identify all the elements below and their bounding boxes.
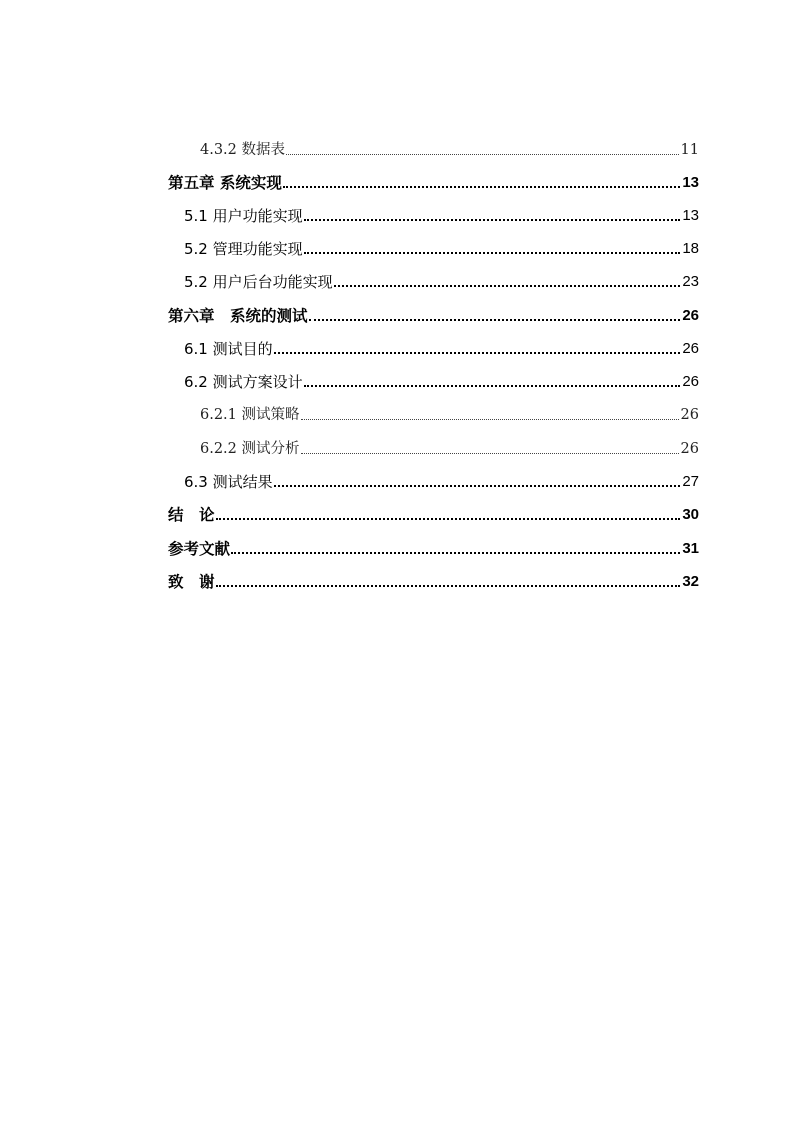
dot-leader bbox=[216, 585, 681, 587]
dot-leader bbox=[304, 219, 681, 221]
toc-entry-chapter-6[interactable] bbox=[168, 302, 699, 326]
toc-entry-page: 23 bbox=[682, 273, 699, 290]
dot-leader bbox=[301, 453, 679, 454]
toc-entry-6-2[interactable] bbox=[184, 368, 699, 392]
dot-leader bbox=[286, 154, 679, 155]
dot-leader bbox=[334, 285, 681, 287]
toc-entry-page: 26 bbox=[682, 307, 699, 324]
toc-entry-page: 26 bbox=[680, 441, 699, 457]
toc-entry-references[interactable] bbox=[168, 535, 699, 559]
toc-entry-title: 参考文献 bbox=[168, 540, 231, 558]
toc-entry-6-2-1[interactable] bbox=[200, 401, 699, 425]
toc-entry-page: 27 bbox=[682, 473, 699, 490]
toc-entry-page: 30 bbox=[682, 506, 699, 523]
toc-entry-title: 6.3 测试结果 bbox=[184, 473, 273, 491]
dot-leader bbox=[304, 252, 681, 254]
toc-entry-page: 26 bbox=[680, 407, 699, 423]
dot-leader bbox=[216, 518, 681, 520]
toc-entry-title: 结 论 bbox=[168, 506, 215, 524]
toc-entry-5-2-management[interactable] bbox=[184, 235, 699, 259]
dot-leader bbox=[304, 385, 681, 387]
toc-entry-title: 5.1 用户功能实现 bbox=[184, 207, 303, 225]
toc-entry-page: 13 bbox=[682, 174, 699, 191]
toc-entry-chapter-5[interactable] bbox=[168, 169, 699, 193]
toc-entry-page: 31 bbox=[682, 540, 699, 557]
toc-entry-6-3[interactable] bbox=[184, 468, 699, 492]
dot-leader bbox=[274, 485, 681, 487]
toc-entry-title: 6.2 测试方案设计 bbox=[184, 373, 303, 391]
dot-leader bbox=[309, 319, 681, 321]
dot-leader bbox=[274, 352, 681, 354]
dot-leader bbox=[301, 419, 679, 420]
toc-entry-5-1[interactable] bbox=[184, 202, 699, 226]
toc-entry-title: 5.2 管理功能实现 bbox=[184, 240, 303, 258]
dot-leader bbox=[283, 186, 680, 188]
toc-entry-4-3-2[interactable] bbox=[200, 136, 699, 160]
toc-entry-acknowledgements[interactable] bbox=[168, 568, 699, 592]
toc-entry-page: 32 bbox=[682, 573, 699, 590]
toc-entry-6-1[interactable] bbox=[184, 335, 699, 359]
toc-entry-page: 13 bbox=[682, 207, 699, 224]
toc-entry-title: 致 谢 bbox=[168, 573, 215, 591]
toc-entry-6-2-2[interactable] bbox=[200, 435, 699, 459]
toc-entry-title: 5.2 用户后台功能实现 bbox=[184, 273, 333, 291]
toc-entry-page: 18 bbox=[682, 240, 699, 257]
toc-entry-conclusion[interactable] bbox=[168, 501, 699, 525]
toc-entry-page: 26 bbox=[682, 373, 699, 390]
dot-leader bbox=[231, 552, 680, 554]
toc-entry-title: 第六章 系统的测试 bbox=[168, 307, 308, 325]
toc-entry-title: 6.2.1 测试策略 bbox=[200, 407, 300, 423]
toc-entry-page: 11 bbox=[680, 142, 699, 158]
toc-entry-title: 4.3.2 数据表 bbox=[200, 142, 286, 158]
toc-entry-title: 第五章 系统实现 bbox=[168, 174, 282, 192]
toc-entry-title: 6.2.2 测试分析 bbox=[200, 441, 300, 457]
toc-entry-page: 26 bbox=[682, 340, 699, 357]
toc-entry-5-2-user-backend[interactable] bbox=[184, 268, 699, 292]
toc-entry-title: 6.1 测试目的 bbox=[184, 340, 273, 358]
